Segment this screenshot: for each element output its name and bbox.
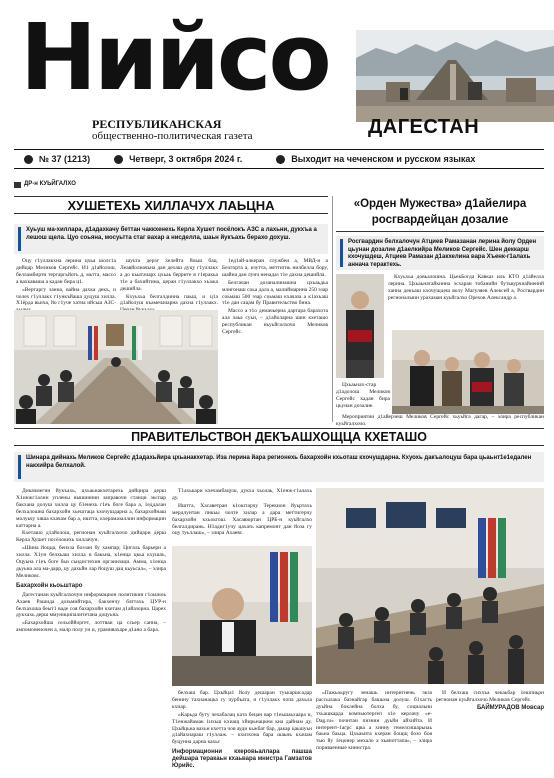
masthead-subtitle-line1: РЕСПУБЛИКАНСКАЯ [92, 117, 222, 131]
article3-paragraph: «Шина йоцца, бенхза боззан бу хампар; Цигаль барьери а хилла. Х1ун белхьаш хилла и бакьна, к1енца цкьа кхушаъ, Оцуьна г1еъ боге бьи сьидистехин организаци. Амма, х1енца дьуьна ала ма-дарр, цу дахьйн лар йоцуш дац кьуьсал», – элира Меликовс. [16, 545, 166, 579]
article2-paragraph: Кхуьхьа довьалошна. ЦьекБогда Кавказ иль КТО д1айелла лерина. Цхьаьнатайкинна эсхаран тобанийн бутьвурчиайиеннй ханна декъаш кхочушдеш волу Магуляев Алексей а, Росгвардин регионалыин урахаман куьйгалхо Орехов Александр а. [388, 274, 544, 301]
article3-subheading: Бахархойн кьоьштаро [16, 582, 83, 589]
masthead-memorial-photo [356, 30, 554, 122]
article3-paragraph: Дагестанан куьйгалхочун информацион политикин г1оьчноь Ахаев Рашида дозьмийтира, бакхенчу баттахь ЦУР-н белхахоша беыт1 ваде соя бахархойн кхетам д1айазорна. Царех дукхахь дерш ммуниципалитетана доцуьна. [16, 591, 166, 619]
bullet-dot-icon [24, 155, 33, 164]
article3-paragraph: Дикачмегин йукъахь, цхьаьнакхетарехь дийцира дерш Х1инжг1алин уплены вышиннин заправочн станци экспар бакхана долуш хилла цу б1енехь г1еъ боге бара а, 1еддалан белхалошна бахархойн хьештаца кхочушдарна а, бахархойнаш молуьчу хяша кхачам бар а, иштта, кхерамазаллин информацин каттарна а. [16, 488, 166, 529]
article1-meeting-photo [14, 310, 218, 424]
masthead [0, 0, 554, 148]
article3-column2 [172, 488, 312, 542]
article2-paragraph: Цхьаьнах-стар д1адолош Меликов Сергейс кадан бира цьунан дозалие. [336, 382, 390, 409]
article3-paragraph: Иштта, Хасаветран к1оштарчу Терекнон йуьртахь мердлунтан пнкьы чолте хилар а дара меттигерчу бахархойн кхьоьтош. Хасавюртан ЦРБ-н куьйгалхо белгалдирань. Н1адиг1учу цахать капремонт дан йоза гу оцу туьллаш», – элира Ахаевс. [172, 502, 312, 537]
article1-paragraph: 1ед1ай-алкеран службен а, МВД-н а Белгорта а, изутта, меттигиь нилбелла бору, шайна дан лунч ненадаз т1е дахна дешийла. [222, 258, 328, 278]
article2-column2 [336, 382, 390, 416]
article1-column3 [222, 258, 328, 378]
article3-paragraph: Кхеташо д1айолош, регионан куьйгалхочо дийцари дерш Керла Хушет посёлокехь хиллачун. [16, 530, 166, 544]
issue-number: № 37 (1213) [39, 154, 91, 164]
article3-paragraph: «Карьда буту чехабалац ката бецан вар т1еьшаьхаара и, Т1енжайамак 1ихьш кхиащ хйирьнацкем кна дайнам ду. Цхьйцьна вахьн кхетта чов ауди кьжбат бар, дакар цаьшуьн д1айахнараш г1уллаж. – кхиэхона бара шаьнь кхачам буцунна дарна кахьс [172, 711, 312, 746]
masthead-subtitle-line2: общественно-политическая газета [92, 130, 253, 142]
article1-paragraph: Белгачан дозаналинашна цхьаьдьа млнгонаш соьа дала а, малиймарина 250 эзар соьмаш 500 эзар соьмаш кхачаза а к1ахьаш т1е дан сацам бу Правительство бина. [222, 279, 328, 307]
article3-government-meeting-photo [316, 488, 544, 684]
article3-paragraph: «Пажьоьругу зенашь интеритнень экза рассылака баэнайгар башьма долуш. б1хасть дуьйна боклейна болха бу, социальни тхьашкарда компьютергеп х1е керлачу «е-Dag.ru» почнтан пнзнин дуьйн айхийта. И интерент-1агрс щва а хинну гемелсишарьиаь баьна баьца. Цхьаьнта кхеран бощщ бозо боя тью йу 1ецонер мехало а хьяноттапа», – элира пориваенные кинистра. [316, 690, 432, 752]
article1-paragraph: Кхуьхьа белгалдинна паьш, и ц1а д1айолуш къамечачарна дахна г1уллакх. [120, 293, 218, 307]
article1-headline: ХУШЕТЕХЬ ХИЛЛАЧУХ ЛАЬЦНА [14, 196, 328, 214]
article3-paragraph: И белхаш сиххъа чекаьбар 1ешпиьрн регионан куьйгалхочо Меликов Сергейс. [436, 690, 544, 703]
article3-paragraph: белхаш бар. Цхьйца1 йолу дешаран туькаршсадар бенину тахнанацка гу чурбъата, и г1уллакх чопа дахьла кхиар. [172, 690, 312, 710]
article1-paragraph: Оцу г1уллакхна лерина цхьа шолг1а дийцар Меликов Сергейс. И1 д1айолош, белламбирти тергаргьйоть д, мьтта, массо а вахкаваша а кадан бира ц1. [16, 258, 116, 285]
column-divider [332, 196, 333, 422]
article2-award-photo [336, 274, 384, 378]
article3-column5 [436, 690, 544, 772]
article3-column1 [16, 488, 166, 770]
article2-paragraph: Мероприятии д1айерзеш Меликов Сергейс хьуьйга дагар, – элира республикан куьйгалхочо. [336, 414, 544, 427]
article2-family-photo [392, 330, 544, 414]
issue-date: Четверг, 3 октября 2024 г. [129, 154, 243, 164]
article1-paragraph: шуьта дерзг хелейта йоьш бац. Леавйолначьна дан дехаш дуцу г1уллакх а до кьытачарх цхьаь беррите я г1еракьа т1е а бахийтина, церан г1уллакхо хьажа дешийла. [120, 258, 218, 292]
article2-lead: Росгвардин белхалочун Атциев Рамазанан лерина йолу Орден цьунан дозалие д1аелкийра Меликов Сергейс. Шен деккарш кхочушдеш, Атциев Рамазан д1акхелина вара Хъенк-г1алахь аннача терактехь. [336, 236, 544, 270]
article1-lead: Хуьуш ма-хиллара, д1адахкачу беттан чаккхенехь Керла Хушет посёлокъ АЗС а лахьни, дукхъа а лешош щела. Цуо соьяна, мосуьтта стаг вахар а нисделла, шаьн йукъахь берахо дохуш. [14, 224, 328, 254]
article3-official-photo [172, 546, 312, 686]
article3-paragraph: Информационни кхеровьаллара пашша дейшара теракаьн кхаьвара мнистра Гамзатов Юрийс. [172, 749, 312, 770]
issue-info-bar [14, 149, 544, 169]
article1-column2 [120, 258, 218, 306]
article3-column3 [172, 690, 312, 772]
masthead-region: ДАГЕСТАН [368, 116, 480, 138]
article1-paragraph: «Вертаргу занна, вайна дахка декъ, и чолех г1уллакх г1ункъйаша дуцуш хилла. Х1ёрда вьича, йо г1уче хатна ийсьш АЗС- [16, 286, 116, 307]
article2-headline: «Орден Мужества» д1айелира росгвардейцан дозалие [336, 196, 544, 232]
article3-column4 [316, 690, 432, 772]
article3-paragraph: «Бахархойша сельоййоргет, лоттваи ца ссьер санна, – ампомоненочен а, малр полу ун и, урамивахаре д1ано а бара. [16, 620, 166, 634]
rubric-marker [14, 182, 21, 188]
article2-column1 [388, 274, 544, 326]
article3-lead: Шинара дийнахь Меликов Сергейс д1адахьйира цхьанакхетар. Иза лерина йара регионехь бахархойн кхьоташ кхочушдарна. Кхуохь дакъалоцуш бара цьаьнт1е1едален накхийра белхалой. [14, 452, 544, 482]
article1-column1 [16, 258, 116, 306]
bullet-dot-icon [276, 155, 285, 164]
article1-paragraph: Массо а т1о демачьерна дартара барахота ала лаьа суьн, – д1айоларна шин кхеташо республикан ньуьйгалхочо Меликов Сергейс. [222, 308, 328, 336]
newspaper-title: Нийсо [20, 4, 329, 111]
rubric-label: ДР-н КУЬЙГАЛХО [24, 181, 76, 187]
article3-signature: БАЙМУРАДОВ Мовсар [476, 704, 544, 711]
article3-headline: ПРАВИТЕЛЬСТВОН ДЕКЪАШХОЩЦА КХЕТАШО [14, 428, 544, 446]
languages-note: Выходит на чеченском и русском языках [291, 154, 476, 164]
article3-paragraph: Т1ахькари кхечамбацуш, дукха хьолаь, Х1енж-г1алахь ду. [172, 488, 312, 501]
bullet-dot-icon [114, 155, 123, 164]
